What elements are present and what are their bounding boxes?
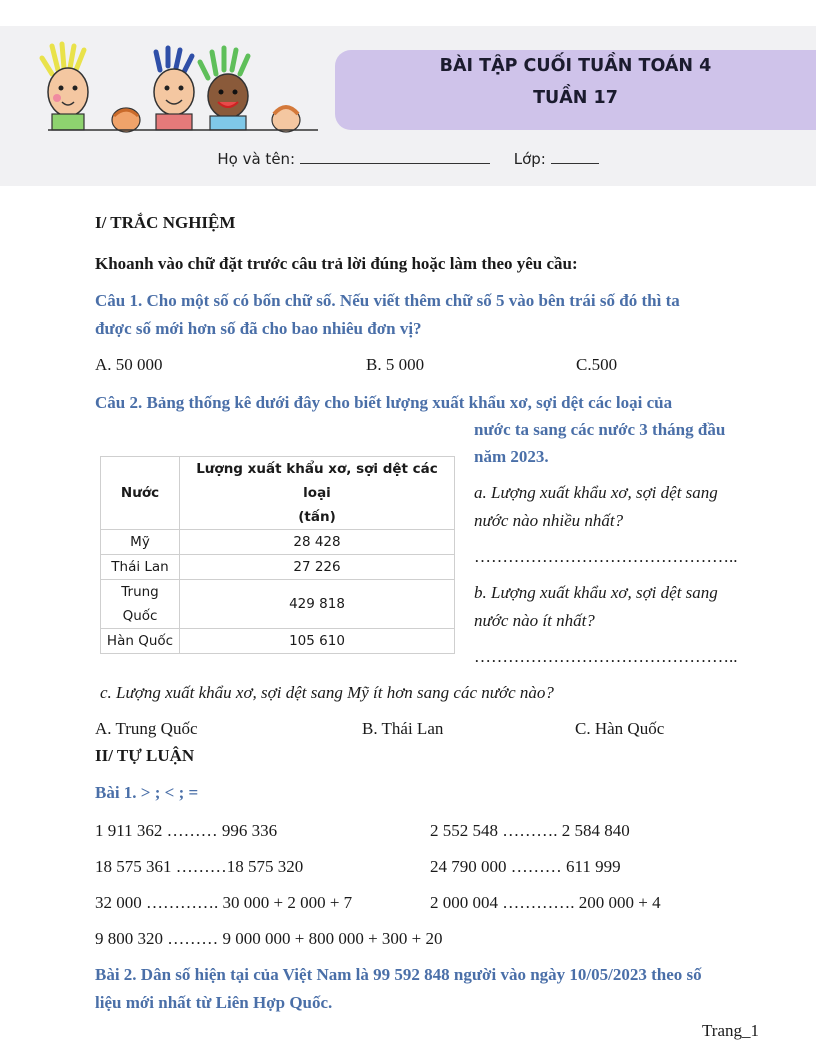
q2b-line2: nước nào ít nhất? — [474, 611, 595, 630]
export-table — [100, 456, 455, 654]
bai1-left-4[interactable]: 9 800 320 ……… 9 000 000 + 800 000 + 300 + 20 — [95, 929, 443, 948]
row-amount: 429 818 — [180, 580, 455, 629]
q2a-line1: a. Lượng xuất khẩu xơ, sợi dệt sang — [474, 483, 718, 502]
kid-orange-hair — [112, 108, 140, 132]
q2-line3: năm 2023. — [474, 447, 549, 466]
table-row — [101, 580, 455, 629]
q1-line2: được số mới hơn số đã cho bao nhiêu đơn vị? — [95, 319, 422, 338]
name-class-row — [0, 150, 816, 168]
q2c-option-b[interactable]: B. Thái Lan — [362, 719, 444, 738]
q2a-line2: nước nào nhiều nhất? — [474, 511, 624, 530]
q2-line2: nước ta sang các nước 3 tháng đầu — [474, 420, 726, 439]
header-amount-line1: Lượng xuất khẩu xơ, sợi dệt các loại — [196, 461, 438, 501]
bai1-right-3[interactable]: 2 000 004 …………. 200 000 + 4 — [430, 893, 661, 912]
row-country: Hàn Quốc — [101, 629, 180, 654]
row-amount: 105 610 — [180, 629, 455, 654]
page-number: Trang_1 — [702, 1021, 759, 1040]
row-amount: 28 428 — [180, 530, 455, 555]
q1-option-a[interactable]: A. 50 000 — [95, 355, 163, 374]
table-row — [101, 555, 455, 580]
bai2-line1: Bài 2. Dân số hiện tại của Việt Nam là 99 592 848 người vào ngày 10/05/2023 theo số — [95, 965, 702, 984]
kid-green-hair — [200, 48, 248, 130]
bai1-left-1[interactable]: 1 911 362 ……… 996 336 — [95, 821, 278, 840]
q1-option-c[interactable]: C.500 — [576, 355, 618, 374]
title-box — [335, 50, 816, 130]
name-blank[interactable] — [300, 150, 490, 164]
q2c-option-c[interactable]: C. Hàn Quốc — [575, 719, 665, 738]
q2b-answer-dots[interactable]: ……………………………………….. — [474, 647, 738, 666]
q2a-answer-dots[interactable]: ……………………………………….. — [474, 547, 738, 566]
bai1-right-1[interactable]: 2 552 548 ………. 2 584 840 — [430, 821, 630, 840]
table-header-row — [101, 457, 455, 530]
row-country-line1: Trung — [121, 584, 159, 600]
header-amount — [180, 457, 455, 530]
kid-blue-hair — [154, 48, 194, 130]
worksheet-week: TUẦN 17 — [533, 88, 618, 108]
section1-instruction: Khoanh vào chữ đặt trước câu trả lời đúng hoặc làm theo yêu cầu: — [95, 254, 578, 273]
q1-line1: Câu 1. Cho một số có bốn chữ số. Nếu viết thêm chữ số 5 vào bên trái số đó thì ta — [95, 291, 680, 310]
header-country: Nước — [101, 457, 180, 530]
bai1-left-2[interactable]: 18 575 361 ………18 575 320 — [95, 857, 304, 876]
row-country — [101, 580, 180, 629]
class-label: Lớp: — [513, 150, 546, 168]
name-label: Họ và tên: — [217, 150, 296, 168]
bai1-title: Bài 1. > ; < ; = — [95, 783, 199, 802]
row-amount: 27 226 — [180, 555, 455, 580]
kid-brown-hair — [272, 107, 300, 132]
q2c-option-a[interactable]: A. Trung Quốc — [95, 719, 198, 738]
kid-yellow-hair — [42, 44, 88, 130]
table-row — [101, 629, 455, 654]
q1-option-b[interactable]: B. 5 000 — [366, 355, 425, 374]
bai2-line2: liệu mới nhất từ Liên Hợp Quốc. — [95, 993, 333, 1012]
row-country: Thái Lan — [101, 555, 180, 580]
row-country-line2: Quốc — [122, 608, 158, 624]
section2-heading: II/ TỰ LUẬN — [95, 746, 195, 765]
row-country: Mỹ — [101, 530, 180, 555]
header-amount-line2: (tấn) — [298, 509, 336, 525]
q2-line1: Câu 2. Bảng thống kê dưới đây cho biết lượng xuất khẩu xơ, sợi dệt các loại của — [95, 393, 673, 412]
table-row — [101, 530, 455, 555]
bai1-right-2[interactable]: 24 790 000 ……… 611 999 — [430, 857, 621, 876]
q2c-text: c. Lượng xuất khẩu xơ, sợi dệt sang Mỹ ít hơn sang các nước nào? — [100, 683, 554, 702]
section1-heading: I/ TRẮC NGHIỆM — [95, 213, 236, 232]
kids-illustration — [28, 40, 338, 134]
q2b-line1: b. Lượng xuất khẩu xơ, sợi dệt sang — [474, 583, 718, 602]
worksheet-title: BÀI TẬP CUỐI TUẦN TOÁN 4 — [439, 56, 712, 76]
bai1-left-3[interactable]: 32 000 …………. 30 000 + 2 000 + 7 — [95, 893, 353, 912]
class-blank[interactable] — [551, 150, 599, 164]
